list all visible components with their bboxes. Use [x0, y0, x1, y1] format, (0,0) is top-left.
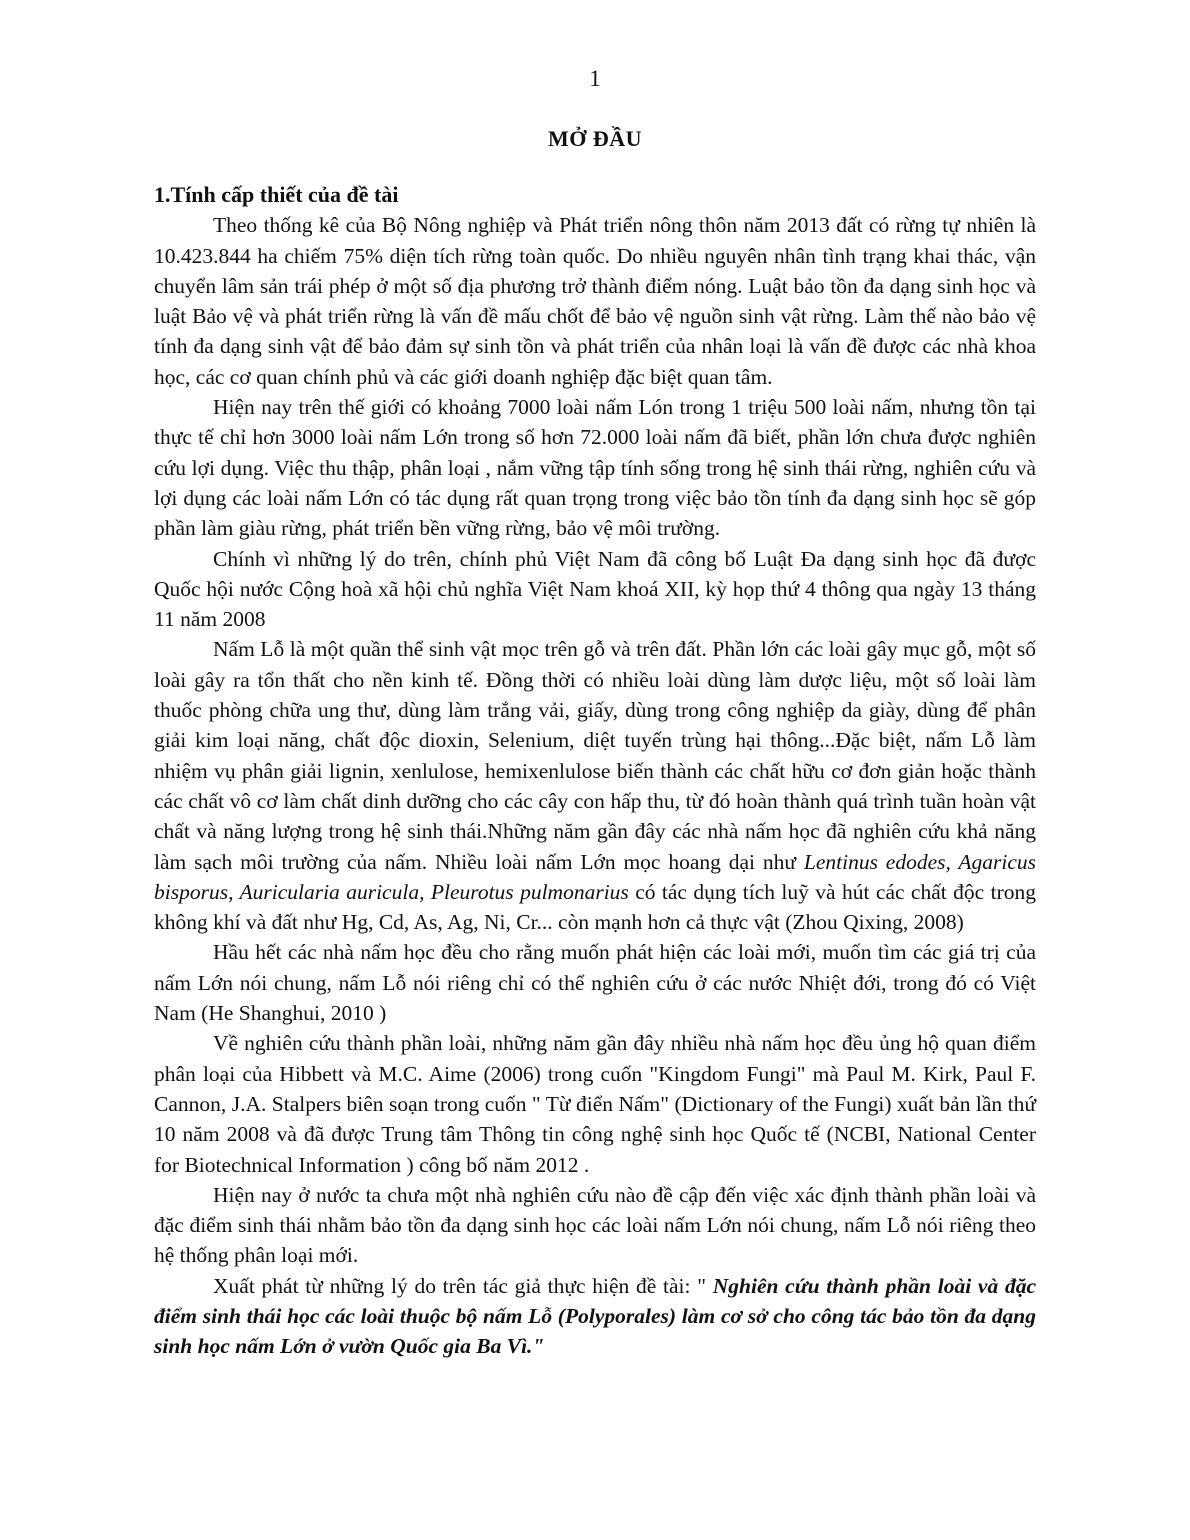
paragraph-4: [154, 634, 1036, 937]
paragraph-4-text-start: Nấm Lỗ là một quần thể sinh vật mọc trên gỗ và trên đất. Phần lớn các loài gây mục gỗ, một số loài gây ra tổn thất cho nền kinh tế. Đồng thời có nhiều loài dùng làm dược liệu, một số loài làm thuốc phòng chữa ung thư, dùng làm trắng vải, giấy, dùng trong công nghiệp da giày, dùng để phân giải kim loại năng, chất độc dioxin, Selenium, diệt tuyến trùng hại thông...Đặc biệt, nấm Lỗ làm nhiệm vụ phân giải lignin, xenlulose, hemixenlulose biến thành các chất hữu cơ đơn giản hoặc thành các chất vô cơ làm chất dinh dưỡng cho các cây con hấp thu, từ đó hoàn thành quá trình tuần hoàn vật chất và năng lượng trong hệ sinh thái.Những năm gần đây các nhà nấm học đã nghiên cứu khả năng làm sạch môi trường của nấm. Nhiều loài nấm Lớn mọc hoang dại như: [154, 637, 1036, 874]
page-number: 1: [589, 66, 601, 91]
paragraph-1: Theo thống kê của Bộ Nông nghiệp và Phát triển nông thôn năm 2013 đất có rừng tự nhiên là 10.423.844 ha chiếm 75% diện tích rừng toàn quốc. Do nhiều nguyên nhân tình trạng khai thác, vận chuyển lâm sản trái phép ở một số địa phương trở thành điểm nóng. Luật bảo tồn đa dạng sinh học và luật Bảo vệ và phát triển rừng là vấn đề mấu chốt để bảo vệ nguồn sinh vật rừng. Làm thế nào bảo vệ tính đa dạng sinh vật để bảo đảm sự sinh tồn và phát triển của nhân loại là vấn đề được các nhà khoa học, các cơ quan chính phủ và các giới doanh nghiệp đặc biệt quan tâm.: [154, 213, 1036, 389]
paragraph-4-text-end: có tác dụng tích luỹ và hút các chất độc trong không khí và đất như Hg, Cd, As, Ag, Ni, Cr... còn mạnh hơn cả thực vật (Zhou Qixing, 2008): [154, 879, 1036, 935]
paragraph-5: Hầu hết các nhà nấm học đều cho rằng muốn phát hiện các loài mới, muốn tìm các giá trị của nấm Lớn nói chung, nấm Lỗ nói riêng chỉ có thể nghiên cứu ở các nước Nhiệt đới, trong đó có Việt Nam (He Shanghui, 2010 ): [154, 940, 1036, 1026]
section-heading: 1.Tính cấp thiết của đề tài: [154, 182, 399, 207]
page-title: MỞ ĐẦU: [547, 126, 643, 151]
paragraph-8-text-start: Xuất phát từ những lý do trên tác giả thực hiện đề tài: ": [213, 1273, 713, 1298]
species-names: Lentinus edodes, Agaricus bisporus, Auricularia auricula, Pleurotus pulmonarius: [154, 849, 1036, 904]
paragraph-6: Về nghiên cứu thành phần loài, những năm gần đây nhiều nhà nấm học đều ủng hộ quan điểm phân loại của Hibbett và M.C. Aime (2006) trong cuốn "Kingdom Fungi" mà Paul M. Kirk, Paul F. Cannon, J.A. Stalpers biên soạn trong cuốn " Từ điển Nấm" (Dictionary of the Fungi) xuất bản lần thứ 10 năm 2008 và đã được Trung tâm Thông tin công nghệ sinh học Quốc tế (NCBI, National Center for Biotechnical Information ) công bố năm 2012 .: [154, 1031, 1036, 1177]
paragraph-3: Chính vì những lý do trên, chính phủ Việt Nam đã công bố Luật Đa dạng sinh học đã được Quốc hội nước Cộng hoà xã hội chủ nghĩa Việt Nam khoá XII, kỳ họp thứ 4 thông qua ngày 13 tháng 11 năm 2008: [154, 546, 1036, 632]
paragraph-2: Hiện nay trên thế giới có khoảng 7000 loài nấm Lón trong 1 triệu 500 loài nấm, nhưng tồn tại thực tế chỉ hơn 3000 loài nấm Lớn trong số hơn 72.000 loài nấm đã biết, phần lớn chưa được nghiên cứu lợi dụng. Việc thu thập, phân loại , nắm vững tập tính sống trong hệ sinh thái rừng, nghiên cứu và lợi dụng các loài nấm Lớn có tác dụng rất quan trọng trong việc bảo tồn tính đa dạng sinh học sẽ góp phần làm giàu rừng, phát triển bền vững rừng, bảo vệ môi trường.: [154, 395, 1036, 541]
document-body: [154, 180, 1036, 1362]
thesis-topic: Nghiên cứu thành phần loài và đặc điểm sinh thái học các loài thuộc bộ nấm Lỗ (Polyporales) làm cơ sở cho công tác bảo tồn đa dạng sinh học nấm Lớn ở vườn Quốc gia Ba Vì.": [154, 1273, 1036, 1359]
paragraph-7: Hiện nay ở nước ta chưa một nhà nghiên cứu nào đề cập đến việc xác định thành phần loài và đặc điểm sinh thái nhằm bảo tồn đa dạng sinh học các loài nấm Lớn nói chung, nấm Lỗ nói riêng theo hệ thống phân loại mới.: [154, 1182, 1036, 1268]
paragraph-8: [154, 1271, 1036, 1362]
